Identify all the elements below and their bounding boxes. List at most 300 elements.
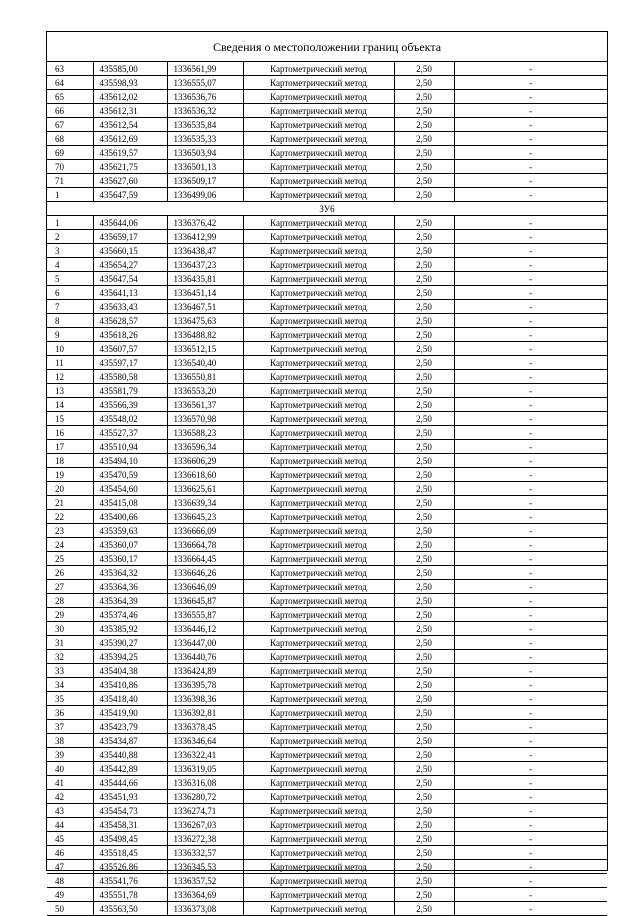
table-row: [47, 118, 607, 132]
coordinate-y: 1336467,51: [167, 300, 243, 314]
coordinate-y: 1336412,99: [167, 230, 243, 244]
table-row: [47, 328, 607, 342]
point-number: 16: [47, 426, 93, 440]
accuracy-cell: 2,50: [394, 412, 454, 426]
method-cell: Картометрический метод: [243, 104, 394, 118]
accuracy-cell: 2,50: [394, 664, 454, 678]
note-cell: -: [454, 370, 607, 384]
method-cell: Картометрический метод: [243, 860, 394, 874]
table-row: [47, 426, 607, 440]
point-number: 2: [47, 230, 93, 244]
note-cell: -: [454, 846, 607, 860]
coordinate-y: 1336451,14: [167, 286, 243, 300]
table-row: [47, 636, 607, 650]
table-row: [47, 258, 607, 272]
coordinate-x: 435442,89: [93, 762, 167, 776]
note-cell: -: [454, 188, 607, 202]
table-row: [47, 286, 607, 300]
method-cell: Картометрический метод: [243, 174, 394, 188]
table-row: [47, 132, 607, 146]
note-cell: -: [454, 860, 607, 874]
note-cell: -: [454, 328, 607, 342]
coordinate-x: 435400,66: [93, 510, 167, 524]
method-cell: Картометрический метод: [243, 692, 394, 706]
coordinate-x: 435364,39: [93, 594, 167, 608]
coordinate-y: 1336540,40: [167, 356, 243, 370]
coordinate-x: 435612,69: [93, 132, 167, 146]
method-cell: Картометрический метод: [243, 426, 394, 440]
coordinates-table: [47, 62, 607, 916]
point-number: 8: [47, 314, 93, 328]
table-row: [47, 664, 607, 678]
table-row: [47, 62, 607, 76]
note-cell: -: [454, 398, 607, 412]
point-number: 6: [47, 286, 93, 300]
accuracy-cell: 2,50: [394, 160, 454, 174]
point-number: 44: [47, 818, 93, 832]
coordinate-y: 1336664,45: [167, 552, 243, 566]
coordinate-x: 435647,54: [93, 272, 167, 286]
accuracy-cell: 2,50: [394, 398, 454, 412]
method-cell: Картометрический метод: [243, 762, 394, 776]
point-number: 33: [47, 664, 93, 678]
point-number: 12: [47, 370, 93, 384]
coordinate-y: 1336509,17: [167, 174, 243, 188]
method-cell: Картометрический метод: [243, 384, 394, 398]
coordinate-x: 435597,17: [93, 356, 167, 370]
point-number: 17: [47, 440, 93, 454]
point-number: 31: [47, 636, 93, 650]
method-cell: Картометрический метод: [243, 818, 394, 832]
point-number: 32: [47, 650, 93, 664]
table-row: [47, 762, 607, 776]
method-cell: Картометрический метод: [243, 244, 394, 258]
coordinate-x: 435526,86: [93, 860, 167, 874]
point-number: 34: [47, 678, 93, 692]
coordinate-y: 1336316,08: [167, 776, 243, 790]
table-row: [47, 860, 607, 874]
method-cell: Картометрический метод: [243, 412, 394, 426]
point-number: 66: [47, 104, 93, 118]
coordinate-x: 435566,39: [93, 398, 167, 412]
point-number: 4: [47, 258, 93, 272]
accuracy-cell: 2,50: [394, 286, 454, 300]
coordinate-x: 435385,92: [93, 622, 167, 636]
point-number: 3: [47, 244, 93, 258]
table-row: [47, 804, 607, 818]
accuracy-cell: 2,50: [394, 426, 454, 440]
note-cell: -: [454, 706, 607, 720]
accuracy-cell: 2,50: [394, 776, 454, 790]
note-cell: -: [454, 412, 607, 426]
accuracy-cell: 2,50: [394, 90, 454, 104]
note-cell: -: [454, 146, 607, 160]
section-label: ЗУ6: [47, 202, 607, 216]
point-number: 35: [47, 692, 93, 706]
method-cell: Картометрический метод: [243, 720, 394, 734]
method-cell: Картометрический метод: [243, 510, 394, 524]
coordinate-x: 435394,25: [93, 650, 167, 664]
note-cell: -: [454, 258, 607, 272]
coordinate-x: 435518,45: [93, 846, 167, 860]
table-row: [47, 706, 607, 720]
method-cell: Картометрический метод: [243, 678, 394, 692]
coordinate-x: 435360,17: [93, 552, 167, 566]
note-cell: -: [454, 426, 607, 440]
method-cell: Картометрический метод: [243, 902, 394, 916]
coordinate-x: 435454,73: [93, 804, 167, 818]
coordinate-x: 435454,60: [93, 482, 167, 496]
accuracy-cell: 2,50: [394, 538, 454, 552]
accuracy-cell: 2,50: [394, 62, 454, 76]
accuracy-cell: 2,50: [394, 748, 454, 762]
accuracy-cell: 2,50: [394, 762, 454, 776]
method-cell: Картометрический метод: [243, 706, 394, 720]
coordinate-x: 435641,13: [93, 286, 167, 300]
point-number: 50: [47, 902, 93, 916]
note-cell: -: [454, 384, 607, 398]
method-cell: Картометрический метод: [243, 398, 394, 412]
point-number: 21: [47, 496, 93, 510]
coordinate-y: 1336322,41: [167, 748, 243, 762]
coordinate-y: 1336274,71: [167, 804, 243, 818]
accuracy-cell: 2,50: [394, 384, 454, 398]
note-cell: -: [454, 594, 607, 608]
accuracy-cell: 2,50: [394, 692, 454, 706]
method-cell: Картометрический метод: [243, 482, 394, 496]
method-cell: Картометрический метод: [243, 132, 394, 146]
coordinate-y: 1336588,23: [167, 426, 243, 440]
point-number: 43: [47, 804, 93, 818]
point-number: 67: [47, 118, 93, 132]
table-row: [47, 552, 607, 566]
note-cell: -: [454, 804, 607, 818]
coordinate-x: 435621,75: [93, 160, 167, 174]
coordinate-y: 1336346,64: [167, 734, 243, 748]
coordinate-x: 435618,26: [93, 328, 167, 342]
accuracy-cell: 2,50: [394, 118, 454, 132]
point-number: 5: [47, 272, 93, 286]
coordinate-y: 1336618,60: [167, 468, 243, 482]
accuracy-cell: 2,50: [394, 216, 454, 230]
table-row: [47, 622, 607, 636]
coordinate-y: 1336267,03: [167, 818, 243, 832]
table-row: [47, 160, 607, 174]
point-number: 26: [47, 566, 93, 580]
note-cell: -: [454, 664, 607, 678]
coordinate-y: 1336664,78: [167, 538, 243, 552]
coordinate-x: 435364,32: [93, 566, 167, 580]
coordinate-y: 1336639,34: [167, 496, 243, 510]
note-cell: -: [454, 762, 607, 776]
method-cell: Картометрический метод: [243, 748, 394, 762]
method-cell: Картометрический метод: [243, 636, 394, 650]
point-number: 24: [47, 538, 93, 552]
method-cell: Картометрический метод: [243, 804, 394, 818]
coordinate-x: 435633,43: [93, 300, 167, 314]
method-cell: Картометрический метод: [243, 734, 394, 748]
coordinate-y: 1336535,84: [167, 118, 243, 132]
section-row: [47, 202, 607, 216]
coordinate-x: 435612,02: [93, 90, 167, 104]
accuracy-cell: 2,50: [394, 832, 454, 846]
accuracy-cell: 2,50: [394, 566, 454, 580]
coordinate-x: 435580,58: [93, 370, 167, 384]
method-cell: Картометрический метод: [243, 496, 394, 510]
coordinate-x: 435660,15: [93, 244, 167, 258]
note-cell: -: [454, 636, 607, 650]
method-cell: Картометрический метод: [243, 370, 394, 384]
coordinate-y: 1336332,57: [167, 846, 243, 860]
method-cell: Картометрический метод: [243, 832, 394, 846]
point-number: 18: [47, 454, 93, 468]
table-row: [47, 76, 607, 90]
note-cell: -: [454, 356, 607, 370]
accuracy-cell: 2,50: [394, 482, 454, 496]
coordinate-x: 435390,27: [93, 636, 167, 650]
accuracy-cell: 2,50: [394, 650, 454, 664]
note-cell: -: [454, 440, 607, 454]
note-cell: -: [454, 874, 607, 888]
coordinate-x: 435585,00: [93, 62, 167, 76]
coordinate-x: 435434,87: [93, 734, 167, 748]
method-cell: Картометрический метод: [243, 258, 394, 272]
coordinate-x: 435551,78: [93, 888, 167, 902]
accuracy-cell: 2,50: [394, 132, 454, 146]
point-number: 38: [47, 734, 93, 748]
note-cell: -: [454, 468, 607, 482]
point-number: 36: [47, 706, 93, 720]
note-cell: -: [454, 496, 607, 510]
coordinate-x: 435415,08: [93, 496, 167, 510]
point-number: 47: [47, 860, 93, 874]
coordinate-y: 1336645,23: [167, 510, 243, 524]
coordinate-x: 435498,45: [93, 832, 167, 846]
note-cell: -: [454, 286, 607, 300]
point-number: 68: [47, 132, 93, 146]
method-cell: Картометрический метод: [243, 216, 394, 230]
table-row: [47, 370, 607, 384]
method-cell: Картометрический метод: [243, 272, 394, 286]
coordinate-y: 1336488,82: [167, 328, 243, 342]
point-number: 65: [47, 90, 93, 104]
note-cell: -: [454, 510, 607, 524]
method-cell: Картометрический метод: [243, 468, 394, 482]
table-row: [47, 454, 607, 468]
accuracy-cell: 2,50: [394, 902, 454, 916]
point-number: 14: [47, 398, 93, 412]
table-row: [47, 342, 607, 356]
table-row: [47, 104, 607, 118]
point-number: 23: [47, 524, 93, 538]
coordinate-y: 1336272,38: [167, 832, 243, 846]
note-cell: -: [454, 734, 607, 748]
coordinate-x: 435418,40: [93, 692, 167, 706]
coordinate-x: 435581,79: [93, 384, 167, 398]
method-cell: Картометрический метод: [243, 62, 394, 76]
coordinate-x: 435527,37: [93, 426, 167, 440]
table-row: [47, 146, 607, 160]
note-cell: -: [454, 90, 607, 104]
table-row: [47, 300, 607, 314]
note-cell: -: [454, 62, 607, 76]
note-cell: -: [454, 160, 607, 174]
method-cell: Картометрический метод: [243, 538, 394, 552]
table-row: [47, 888, 607, 902]
table-row: [47, 496, 607, 510]
accuracy-cell: 2,50: [394, 734, 454, 748]
accuracy-cell: 2,50: [394, 328, 454, 342]
method-cell: Картометрический метод: [243, 118, 394, 132]
table-row: [47, 468, 607, 482]
method-cell: Картометрический метод: [243, 608, 394, 622]
accuracy-cell: 2,50: [394, 720, 454, 734]
coordinate-y: 1336553,20: [167, 384, 243, 398]
table-row: [47, 580, 607, 594]
note-cell: -: [454, 902, 607, 916]
note-cell: -: [454, 216, 607, 230]
table-row: [47, 874, 607, 888]
coordinate-y: 1336512,15: [167, 342, 243, 356]
point-number: 28: [47, 594, 93, 608]
accuracy-cell: 2,50: [394, 552, 454, 566]
coordinate-y: 1336378,45: [167, 720, 243, 734]
table-row: [47, 734, 607, 748]
point-number: 39: [47, 748, 93, 762]
coordinate-x: 435563,50: [93, 902, 167, 916]
note-cell: -: [454, 818, 607, 832]
coordinate-y: 1336475,63: [167, 314, 243, 328]
method-cell: Картометрический метод: [243, 888, 394, 902]
accuracy-cell: 2,50: [394, 510, 454, 524]
accuracy-cell: 2,50: [394, 104, 454, 118]
accuracy-cell: 2,50: [394, 860, 454, 874]
method-cell: Картометрический метод: [243, 146, 394, 160]
coordinate-y: 1336646,26: [167, 566, 243, 580]
coordinate-y: 1336499,06: [167, 188, 243, 202]
note-cell: -: [454, 76, 607, 90]
coordinate-y: 1336645,87: [167, 594, 243, 608]
method-cell: Картометрический метод: [243, 188, 394, 202]
note-cell: -: [454, 244, 607, 258]
note-cell: -: [454, 538, 607, 552]
point-number: 45: [47, 832, 93, 846]
coordinate-y: 1336376,42: [167, 216, 243, 230]
method-cell: Картометрический метод: [243, 160, 394, 174]
accuracy-cell: 2,50: [394, 594, 454, 608]
accuracy-cell: 2,50: [394, 314, 454, 328]
accuracy-cell: 2,50: [394, 608, 454, 622]
coordinate-y: 1336596,34: [167, 440, 243, 454]
table-row: [47, 510, 607, 524]
note-cell: -: [454, 272, 607, 286]
coordinate-y: 1336503,94: [167, 146, 243, 160]
table-row: [47, 482, 607, 496]
coordinate-y: 1336561,37: [167, 398, 243, 412]
method-cell: Картометрический метод: [243, 790, 394, 804]
method-cell: Картометрический метод: [243, 552, 394, 566]
table-row: [47, 650, 607, 664]
coordinate-y: 1336435,81: [167, 272, 243, 286]
coordinate-y: 1336373,08: [167, 902, 243, 916]
coordinate-x: 435458,31: [93, 818, 167, 832]
point-number: 64: [47, 76, 93, 90]
method-cell: Картометрический метод: [243, 664, 394, 678]
table-row: [47, 678, 607, 692]
accuracy-cell: 2,50: [394, 678, 454, 692]
table-row: [47, 90, 607, 104]
table-row: [47, 524, 607, 538]
method-cell: Картометрический метод: [243, 454, 394, 468]
accuracy-cell: 2,50: [394, 888, 454, 902]
note-cell: -: [454, 482, 607, 496]
note-cell: -: [454, 790, 607, 804]
coordinate-y: 1336438,47: [167, 244, 243, 258]
note-cell: -: [454, 650, 607, 664]
table-row: [47, 398, 607, 412]
table-row: [47, 566, 607, 580]
accuracy-cell: 2,50: [394, 440, 454, 454]
point-number: 15: [47, 412, 93, 426]
point-number: 10: [47, 342, 93, 356]
accuracy-cell: 2,50: [394, 258, 454, 272]
point-number: 1: [47, 216, 93, 230]
method-cell: Картометрический метод: [243, 342, 394, 356]
note-cell: -: [454, 832, 607, 846]
coordinate-y: 1336398,36: [167, 692, 243, 706]
point-number: 13: [47, 384, 93, 398]
accuracy-cell: 2,50: [394, 468, 454, 482]
coordinate-x: 435494,10: [93, 454, 167, 468]
table-row: [47, 216, 607, 230]
method-cell: Картометрический метод: [243, 90, 394, 104]
note-cell: -: [454, 300, 607, 314]
coordinate-y: 1336606,29: [167, 454, 243, 468]
table-row: [47, 902, 607, 916]
method-cell: Картометрический метод: [243, 76, 394, 90]
note-cell: -: [454, 104, 607, 118]
coordinate-x: 435647,59: [93, 188, 167, 202]
accuracy-cell: 2,50: [394, 356, 454, 370]
coordinate-y: 1336280,72: [167, 790, 243, 804]
coordinate-x: 435410,86: [93, 678, 167, 692]
table-row: [47, 384, 607, 398]
coordinate-x: 435440,88: [93, 748, 167, 762]
document-page: [46, 31, 608, 914]
accuracy-cell: 2,50: [394, 244, 454, 258]
coordinate-y: 1336550,81: [167, 370, 243, 384]
coordinate-y: 1336536,32: [167, 104, 243, 118]
point-number: 25: [47, 552, 93, 566]
note-cell: -: [454, 692, 607, 706]
table-row: [47, 314, 607, 328]
table-row: [47, 244, 607, 258]
coordinate-y: 1336536,76: [167, 90, 243, 104]
coordinate-x: 435510,94: [93, 440, 167, 454]
table-row: [47, 356, 607, 370]
coordinate-x: 435628,57: [93, 314, 167, 328]
accuracy-cell: 2,50: [394, 76, 454, 90]
table-row: [47, 272, 607, 286]
coordinate-y: 1336440,76: [167, 650, 243, 664]
method-cell: Картометрический метод: [243, 300, 394, 314]
coordinate-x: 435364,36: [93, 580, 167, 594]
note-cell: -: [454, 608, 607, 622]
coordinate-x: 435404,38: [93, 664, 167, 678]
point-number: 9: [47, 328, 93, 342]
accuracy-cell: 2,50: [394, 790, 454, 804]
note-cell: -: [454, 776, 607, 790]
